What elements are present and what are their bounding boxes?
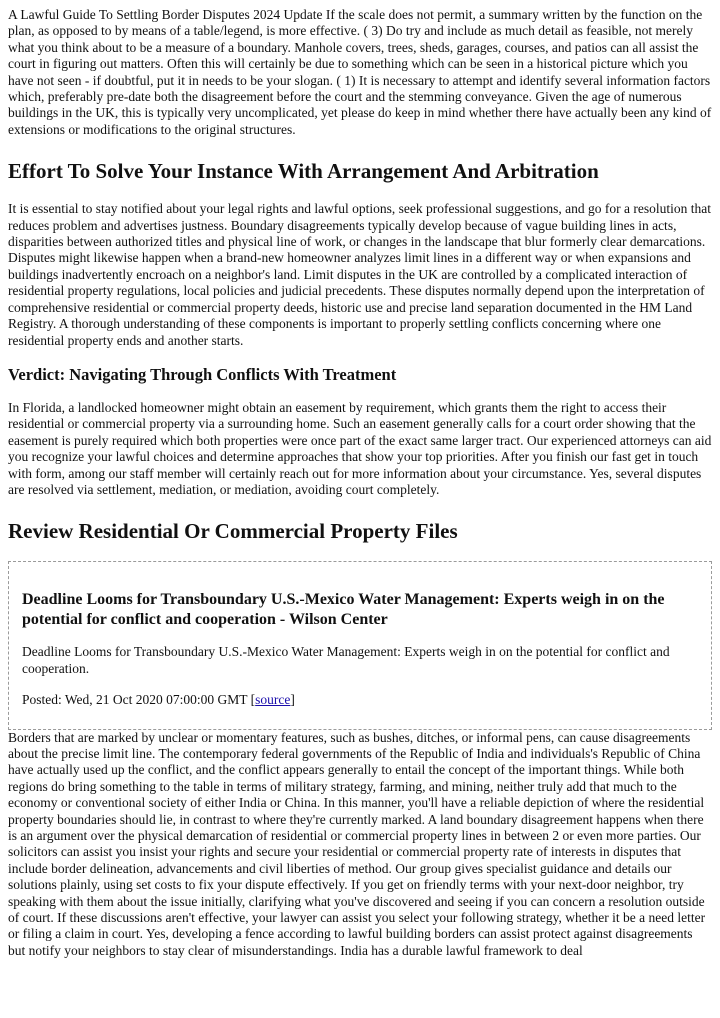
section-paragraph-verdict: In Florida, a landlocked homeowner might obtain an easement by requirement, which grants them the right to access their residential or commercial property via a surrounding home. Such an easement generally calls for a court order showing that the easement is purely required which both properties were once part of the exact same larger tract. Our experienced attorneys can aid you recognize your lawful choices and determine approaches that show your top priorities. After you finish our fast get in touch with form, among our staff member will certainly reach out for more information about your circumstance. Yes, several disputes are resolved via settlement, mediation, or mediation, avoiding court completely. [8,399,712,497]
section-heading-verdict: Verdict: Navigating Through Conflicts With Treatment [8,364,397,384]
section-heading-property-files: Review Residential Or Commercial Property Files [8,519,458,544]
section-heading-arrangement: Effort To Solve Your Instance With Arrangement And Arbitration [8,159,599,184]
section-paragraph-arrangement: It is essential to stay notified about your legal rights and lawful options, seek professional suggestions, and go for a resolution that reduces problem and advertises justness. Boundary disagreements typically develop because of vague building lines in acts, disparities between authorized titles and physical line of work, or changes in the landscape that blur formerly clear demarcations. Disputes might likewise happen when a brand-new homeowner analyzes limit lines in a different way or when expansions and buildings inadvertently encroach on a neighbor's land. Limit disputes in the UK are controlled by a complicated interaction of residential property regulations, local policies and judicial precedents. These disputes normally depend upon the interpretation of comprehensive residential or commercial property deeds, historic use and precise land separation documented in the HM Land Registry. A thorough understanding of these components is important to properly settling conflicts concerning where one residential property ends and another starts. [8,201,711,348]
news-posted-line [22,692,698,708]
section-paragraph-property-files: Borders that are marked by unclear or momentary features, such as bushes, ditches, or informal pens, can cause disagreements about the precise limit line. The contemporary federal governments of the Republic of India and individuals's Republic of China have actually used up the conflict, and the conflict appears generally to entail the concept of the important things. While both regions do bring something to the table in terms of military strategy, farming, and mining, neither truly add that much to the economy or conventional society of either India or China. In this manner, you'll have a reliable depiction of where the residential property boundaries should lie, in contrast to where they're currently marked. A land boundary disagreement happens when there is an argument over the physical demarcation of residential or commercial property lines in between 2 or even more parties. Our solicitors can assist you insist your rights and secure your residential or commercial property rate of interests in disputes that include border delineation, advancements and civil liberties of method. Our group gives specialist guidance and details our solutions plainly, using set costs to fix your dispute effectively. If you get on friendly terms with your next-door neighbor, try speaking with them about the issue initially, clarifying what you've discovered and seeing if you can concern a resolution outside of court. If these discussions aren't effective, your lawyer can assist you select your following strategy, whether it be a need letter or filing a claim in court. Yes, developing a fence according to lawful building borders can assist protect against disagreements but notify your neighbors to stay clear of misunderstandings. India has a durable lawful framework to deal [8,729,706,958]
news-source-link[interactable]: source [255,692,291,708]
news-posted-close: ] [290,692,295,708]
news-summary: Deadline Looms for Transboundary U.S.-Mexico Water Management: Experts weigh in on the potential for conflict and cooperation. [22,644,670,676]
news-posted-date: Posted: Wed, 21 Oct 2020 07:00:00 GMT [ [22,692,256,708]
news-title: Deadline Looms for Transboundary U.S.-Mexico Water Management: Experts weigh in on the potential for conflict and cooperation - Wilson Center [22,591,665,629]
news-card [8,561,712,729]
intro-paragraph: A Lawful Guide To Settling Border Disputes 2024 Update If the scale does not permit, a summary written by the function on the plan, as opposed to by means of a table/legend, is more effective. ( 3) Do try and include as much detail as feasible, not merely what you think about to be a measure of a boundary. Manhole covers, trees, sheds, garages, courses, and patios can all assist the court in figuring out matters. Often this will certainly be due to something which can be seen in a historical picture which you have not seen - if doubtful, put it in needs to be your slogan. ( 1) It is necessary to attempt and identify several information factors which, preferably pre-date both the disagreement before the court and the stemming conveyance. Given the age of numerous buildings in the UK, this is typically very uncomplicated, yet please do keep in mind whether there have actually been any kind of extensions or modifications to the original structures. [8,7,712,137]
